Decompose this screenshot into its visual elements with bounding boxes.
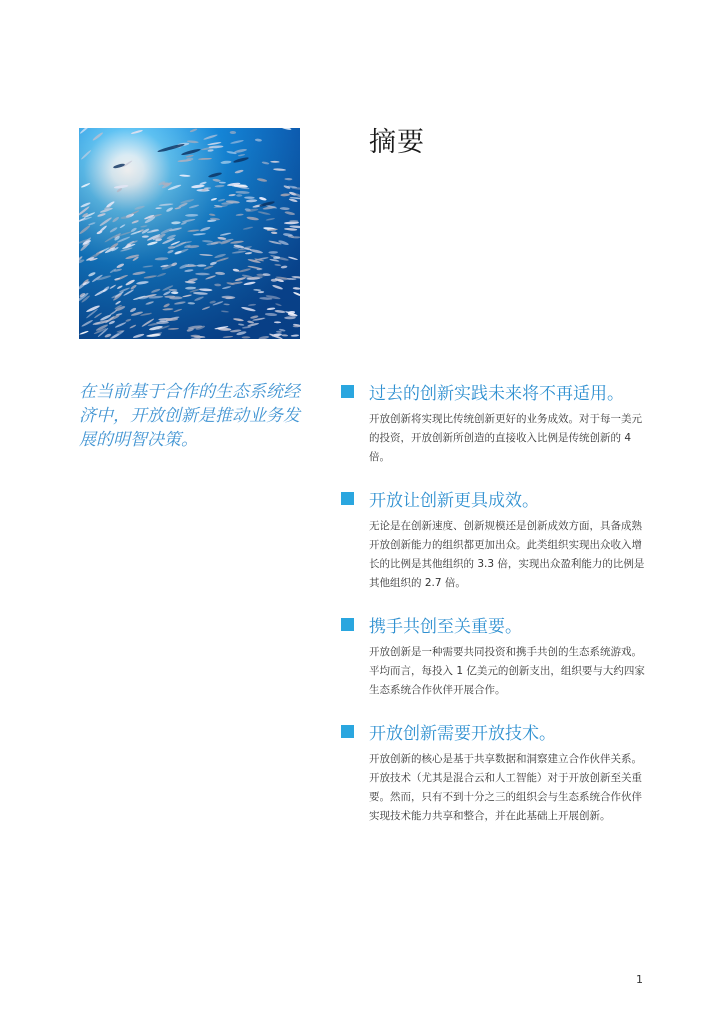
section-header — [341, 611, 651, 637]
summary-section — [341, 485, 651, 593]
section-heading: 开放创新需要开放技术。 — [369, 723, 556, 744]
summary-section — [341, 378, 651, 467]
school-of-fish-image — [79, 128, 300, 339]
section-body: 开放创新的核心是基于共享数据和洞察建立合作伙伴关系。开放技术（尤其是混合云和人工智能）对于开放创新至关重要。然而，只有不到十分之三的组织会与生态系统合作伙伴实现技术能力共享和整合，并在此基础上开展创新。 — [369, 753, 642, 822]
square-bullet-icon — [341, 618, 354, 631]
section-body: 开放创新是一种需要共同投资和携手共创的生态系统游戏。平均而言，每投入 1 亿美元的创新支出，组织要与大约四家生态系统合作伙伴开展合作。 — [369, 646, 645, 696]
section-body: 开放创新将实现比传统创新更好的业务成效。对于每一美元的投资，开放创新所创造的直接收入比例是传统创新的 4 倍。 — [369, 413, 642, 463]
section-heading: 开放让创新更具成效。 — [369, 490, 539, 511]
page-title: 摘要 — [369, 127, 425, 158]
section-header — [341, 485, 651, 511]
square-bullet-icon — [341, 385, 354, 398]
section-heading: 携手共创至关重要。 — [369, 616, 522, 637]
summary-section — [341, 611, 651, 700]
section-header — [341, 718, 651, 744]
section-body: 无论是在创新速度、创新规模还是创新成效方面，具备成熟开放创新能力的组织都更加出众。此类组织实现出众收入增长的比例是其他组织的 3.3 倍，实现出众盈利能力的比例是其他组织的 2.7 倍。 — [369, 520, 645, 589]
square-bullet-icon — [341, 725, 354, 738]
summary-section — [341, 718, 651, 826]
page-number: 1 — [636, 973, 643, 986]
summary-sections — [341, 378, 651, 844]
pull-quote: 在当前基于合作的生态系统经济中，开放创新是推动业务发展的明智决策。 — [79, 382, 300, 450]
fish-shape — [171, 291, 178, 294]
school-of-fish-illustration — [79, 128, 300, 339]
square-bullet-icon — [341, 492, 354, 505]
section-heading: 过去的创新实践未来将不再适用。 — [369, 383, 624, 404]
section-header — [341, 378, 651, 404]
